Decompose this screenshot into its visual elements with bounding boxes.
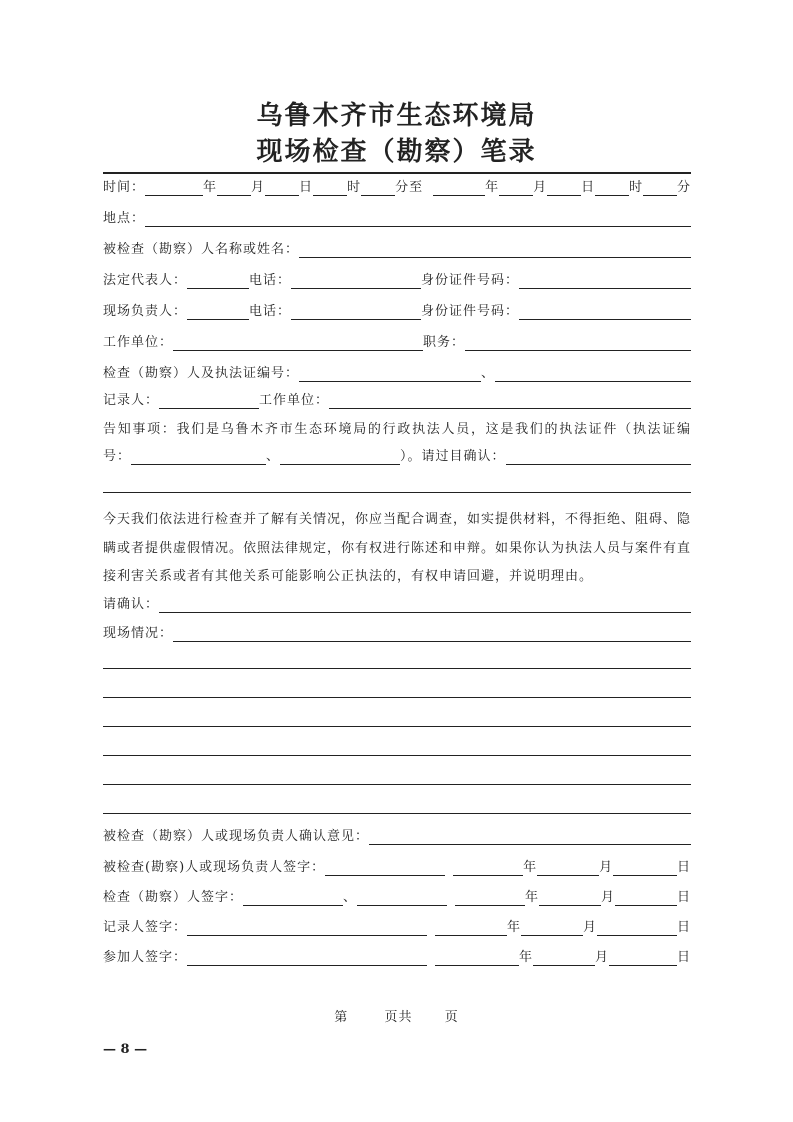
confirm-label: 请确认： — [103, 597, 160, 612]
legal-rep-label: 法定代表人： — [103, 273, 188, 288]
legal-rep-phone-field[interactable] — [291, 274, 421, 289]
site-situation-field[interactable] — [173, 627, 691, 642]
form-title-line1: 乌鲁木齐市生态环境局 — [256, 101, 537, 131]
participant-sign-month-field[interactable] — [533, 951, 595, 966]
notice-confirm-field[interactable] — [506, 450, 691, 465]
end-minute-field[interactable] — [643, 181, 677, 196]
inspector1-field[interactable] — [299, 367, 481, 382]
id-label: 身份证件号码： — [421, 304, 520, 319]
id-label: 身份证件号码： — [421, 273, 520, 288]
cert-number2-field[interactable] — [280, 450, 400, 465]
site-situation-line[interactable] — [103, 697, 691, 698]
inspector-sign-label: 检查（勘察）人签字： — [103, 890, 244, 905]
notice-suffix: ）。请过目确认： — [400, 449, 506, 464]
notice-confirm-line[interactable] — [103, 492, 691, 493]
recorder-label: 记录人： — [103, 393, 160, 408]
inspector2-signature-field[interactable] — [357, 891, 447, 906]
confirm-field[interactable] — [159, 598, 691, 613]
page-number: — 8 — — [103, 1042, 148, 1057]
site-situation-label: 现场情况： — [103, 626, 174, 641]
participant-signature-row — [103, 950, 691, 966]
inspected-sign-day-field[interactable] — [613, 861, 677, 876]
place-field[interactable] — [145, 212, 691, 227]
time-row — [103, 180, 691, 196]
position-field[interactable] — [465, 336, 691, 351]
end-hour-field[interactable] — [595, 181, 629, 196]
recorder-sign-day-field[interactable] — [597, 921, 677, 936]
start-month-field[interactable] — [217, 181, 251, 196]
year-label: 年 — [507, 920, 522, 935]
work-unit-label: 工作单位： — [103, 335, 174, 350]
page-counter — [0, 1006, 793, 1025]
start-year-field[interactable] — [145, 181, 203, 196]
confirm-row — [103, 597, 691, 613]
start-day-field[interactable] — [265, 181, 299, 196]
inspector1-signature-field[interactable] — [243, 891, 343, 906]
recorder-unit-field[interactable] — [329, 394, 691, 409]
opinion-label: 被检查（勘察）人或现场负责人确认意见： — [103, 829, 370, 844]
site-manager-label: 现场负责人： — [103, 304, 188, 319]
site-situation-line[interactable] — [103, 755, 691, 756]
site-manager-phone-field[interactable] — [291, 305, 421, 320]
recorder-signature-row — [103, 920, 691, 936]
inspected-name-row — [103, 242, 691, 258]
header-rule — [103, 172, 691, 174]
month-label: 月 — [595, 950, 610, 965]
notice-prefix: 号： — [103, 449, 132, 464]
start-hour-field[interactable] — [313, 181, 347, 196]
place-label: 地点： — [103, 211, 146, 226]
inspector-sign-month-field[interactable] — [539, 891, 601, 906]
inspector2-field[interactable] — [495, 367, 691, 382]
day-label: 日 — [676, 860, 691, 875]
end-day-field[interactable] — [547, 181, 581, 196]
month-label: 月 — [533, 180, 548, 195]
year-label: 年 — [519, 950, 534, 965]
inspected-signature-row — [103, 860, 691, 876]
page-suffix: 页 — [444, 1010, 459, 1025]
page-prefix: 第 — [334, 1010, 349, 1025]
inspector-signature-row — [103, 890, 691, 906]
minute-to-label: 分至 — [395, 180, 424, 195]
position-label: 职务： — [423, 335, 466, 350]
month-label: 月 — [599, 860, 614, 875]
participant-sign-label: 参加人签字： — [103, 950, 188, 965]
form-title-line2: 现场检查（勘察）笔录 — [256, 137, 537, 167]
day-label: 日 — [299, 180, 314, 195]
year-label: 年 — [523, 860, 538, 875]
page-middle: 页共 — [384, 1010, 413, 1025]
inspected-sign-label: 被检查(勘察)人或现场负责人签字： — [103, 860, 326, 875]
hour-label: 时 — [347, 180, 362, 195]
work-unit-row — [103, 335, 691, 351]
minute-label: 分 — [676, 180, 691, 195]
inspected-name-label: 被检查（勘察）人名称或姓名： — [103, 242, 300, 257]
month-label: 月 — [601, 890, 616, 905]
recorder-sign-month-field[interactable] — [521, 921, 583, 936]
participant-sign-year-field[interactable] — [435, 951, 519, 966]
legal-rep-id-field[interactable] — [519, 274, 691, 289]
participant-signature-field[interactable] — [187, 951, 427, 966]
cert-number1-field[interactable] — [131, 450, 266, 465]
inspected-sign-year-field[interactable] — [453, 861, 523, 876]
recorder-signature-field[interactable] — [187, 921, 427, 936]
inspector-sign-day-field[interactable] — [615, 891, 677, 906]
day-label: 日 — [676, 950, 691, 965]
month-label: 月 — [251, 180, 266, 195]
year-label: 年 — [525, 890, 540, 905]
inspected-name-field[interactable] — [299, 243, 691, 258]
notice-line2 — [103, 449, 691, 465]
phone-label: 电话： — [249, 273, 292, 288]
site-manager-id-field[interactable] — [519, 305, 691, 320]
site-situation-line[interactable] — [103, 813, 691, 814]
year-label: 年 — [203, 180, 218, 195]
site-situation-line[interactable] — [103, 726, 691, 727]
site-manager-field[interactable] — [187, 305, 249, 320]
inspected-signature-field[interactable] — [325, 861, 445, 876]
inspector-sign-year-field[interactable] — [455, 891, 525, 906]
recorder-row — [103, 393, 691, 409]
inspector-label: 检查（勘察）人及执法证编号： — [103, 366, 300, 381]
participant-sign-day-field[interactable] — [609, 951, 677, 966]
inspected-sign-month-field[interactable] — [537, 861, 599, 876]
work-unit-field[interactable] — [173, 336, 423, 351]
day-label: 日 — [581, 180, 596, 195]
legal-rep-row — [103, 273, 691, 289]
site-manager-row — [103, 304, 691, 320]
site-situation-row — [103, 626, 691, 642]
recorder-sign-year-field[interactable] — [435, 921, 507, 936]
site-situation-line[interactable] — [103, 784, 691, 785]
day-label: 日 — [676, 890, 691, 905]
opinion-field[interactable] — [369, 830, 691, 845]
recorder-unit-label: 工作单位： — [259, 393, 330, 408]
recorder-field[interactable] — [159, 394, 259, 409]
start-minute-field[interactable] — [361, 181, 395, 196]
site-situation-line[interactable] — [103, 668, 691, 669]
opinion-row — [103, 829, 691, 845]
end-year-field[interactable] — [433, 181, 485, 196]
statement-line3: 接利害关系或者有其他关系可能影响公正执法的，有权申请回避，并说明理由。 — [103, 569, 594, 584]
separator: 、 — [343, 890, 358, 905]
time-label: 时间： — [103, 180, 146, 195]
separator: 、 — [481, 366, 496, 381]
notice-line1: 告知事项：我们是乌鲁木齐市生态环境局的行政执法人员，这是我们的执法证件（执法证编 — [103, 422, 691, 437]
inspector-row — [103, 366, 691, 382]
year-label: 年 — [485, 180, 500, 195]
statement-line2: 瞒或者提供虚假情况。依照法律规定，你有权进行陈述和申辩。如果你认为执法人员与案件有直 — [103, 541, 692, 556]
month-label: 月 — [583, 920, 598, 935]
day-label: 日 — [676, 920, 691, 935]
separator: 、 — [266, 449, 281, 464]
recorder-sign-label: 记录人签字： — [103, 920, 188, 935]
phone-label: 电话： — [249, 304, 292, 319]
legal-rep-field[interactable] — [187, 274, 249, 289]
end-month-field[interactable] — [499, 181, 533, 196]
hour-label: 时 — [629, 180, 644, 195]
place-row — [103, 211, 691, 227]
statement-line1: 今天我们依法进行检查并了解有关情况，你应当配合调查，如实提供材料，不得拒绝、阻碍、隐 — [103, 512, 692, 527]
